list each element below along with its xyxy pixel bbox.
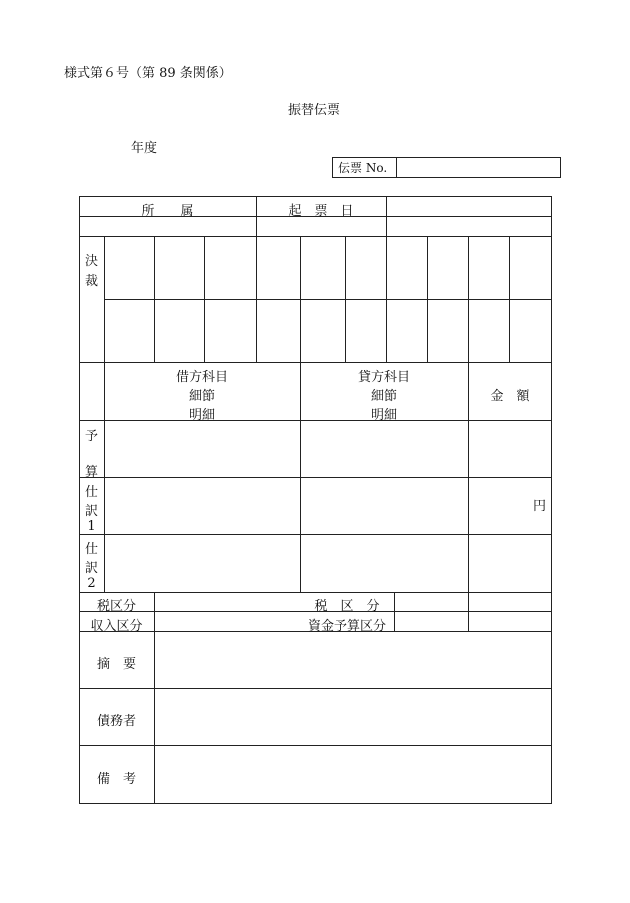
entry1-label-1: 仕	[84, 485, 98, 500]
revenue-category-label: 収入区分	[90, 619, 143, 634]
affiliation-label: 所 属	[141, 204, 194, 219]
slip-no-label: 伝票 No.	[338, 161, 388, 175]
amount-label: 金 額	[490, 389, 530, 404]
fiscal-year-label: 年度	[131, 141, 158, 156]
entry1-label-3: 1	[87, 519, 96, 534]
entry2-label-3: 2	[87, 576, 96, 591]
entry2-label-1: 仕	[84, 542, 98, 557]
credit-detail-label: 明細	[370, 408, 397, 423]
debit-subject-label: 借方科目	[175, 370, 228, 385]
fund-budget-category-label: 資金予算区分	[307, 619, 386, 634]
debtor-label: 債務者	[96, 714, 136, 729]
budget-label-2: 算	[84, 465, 98, 480]
yen-unit: 円	[533, 499, 547, 514]
credit-section-label: 細節	[370, 389, 397, 404]
budget-label-1: 予	[84, 429, 98, 444]
credit-subject-label: 貸方科目	[357, 370, 410, 385]
approval-label-1: 決	[84, 254, 98, 269]
tax-category-label: 税区分	[96, 599, 136, 614]
form-number: 様式第６号（第 89 条関係）	[64, 66, 232, 81]
debit-section-label: 細節	[188, 389, 215, 404]
remarks-label: 備 考	[96, 772, 136, 787]
debit-detail-label: 明細	[188, 408, 215, 423]
entry1-label-2: 訳	[84, 504, 98, 519]
summary-label: 摘 要	[96, 657, 136, 672]
entry2-label-2: 訳	[84, 561, 98, 576]
issue-date-label: 起 票 日	[288, 204, 354, 219]
page-title: 振替伝票	[288, 103, 341, 118]
tax-category-label-2: 税 区 分	[314, 599, 380, 614]
approval-label-2: 裁	[84, 274, 98, 289]
